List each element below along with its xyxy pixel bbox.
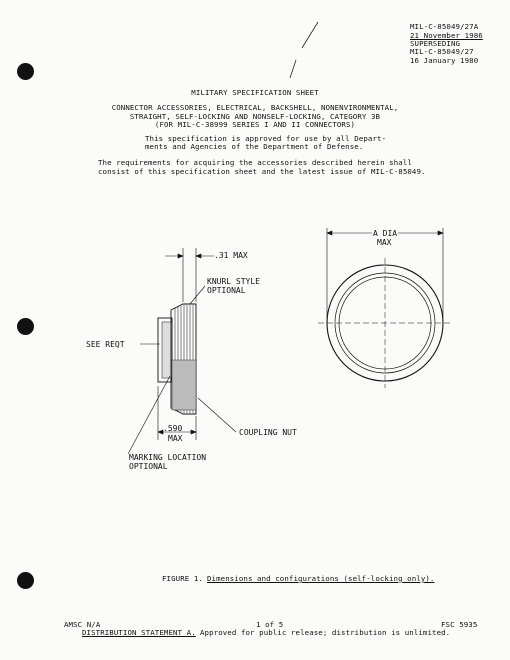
see-reqt-label: SEE REQT [86, 340, 125, 349]
footer-page: 1 of 5 [256, 620, 284, 629]
requirements-line-1: The requirements for acquiring the accessories described herein shall [98, 158, 412, 167]
knurl-label-1: KNURL STYLE [207, 277, 260, 286]
a-dia-label: A DIA [373, 229, 398, 238]
title-line-1: CONNECTOR ACCESSORIES, ELECTRICAL, BACKSHELL, NONENVIRONMENTAL, [111, 103, 399, 112]
knurl-label-2: OPTIONAL [207, 286, 246, 295]
approval-line-1: This specification is approved for use by all Depart- [145, 134, 387, 143]
figure-caption-label: FIGURE 1. [162, 574, 203, 583]
dim-590: .590 [163, 424, 183, 433]
title-line-3: (FOR MIL-C-38999 SERIES I AND II CONNECTORS) [154, 120, 356, 129]
coupling-nut-side-view [158, 304, 196, 414]
distribution-label: DISTRIBUTION STATEMENT A. [82, 628, 196, 637]
dim-590-max: MAX [168, 434, 183, 443]
footer-amsc: AMSC N/A [64, 620, 101, 629]
marking-label-1: MARKING LOCATION [129, 453, 207, 462]
approval-line-2: ments and Agencies of the Department of Defense. [145, 142, 364, 151]
doc-number: MIL-C-85049/27A [410, 22, 479, 31]
coupling-nut-label: COUPLING NUT [239, 428, 297, 437]
supersedes-label: SUPERSEDING [410, 39, 461, 48]
title-line-2: STRAIGHT, SELF-LOCKING AND NONSELF-LOCKING, CATEGORY 3B [129, 112, 381, 121]
a-dia-max-label: MAX [377, 238, 392, 247]
figure-caption-text: Dimensions and configurations (self-locking only). [207, 574, 435, 583]
supersedes-number: MIL-C-85049/27 [410, 47, 474, 56]
supersedes-date: 16 January 1980 [410, 56, 479, 65]
doc-date: 21 November 1986 [410, 31, 483, 40]
requirements-line-2: consist of this specification sheet and the latest issue of MIL-C-85049. [98, 167, 426, 176]
footer-fsc: FSC 5935 [441, 620, 478, 629]
coupling-nut-end-view [318, 228, 452, 388]
marking-label-2: OPTIONAL [129, 462, 168, 471]
sheet-title: MILITARY SPECIFICATION SHEET [191, 88, 319, 97]
distribution-text: Approved for public release; distribution is unlimited. [200, 628, 451, 637]
dim-31-max: .31 MAX [214, 251, 248, 260]
